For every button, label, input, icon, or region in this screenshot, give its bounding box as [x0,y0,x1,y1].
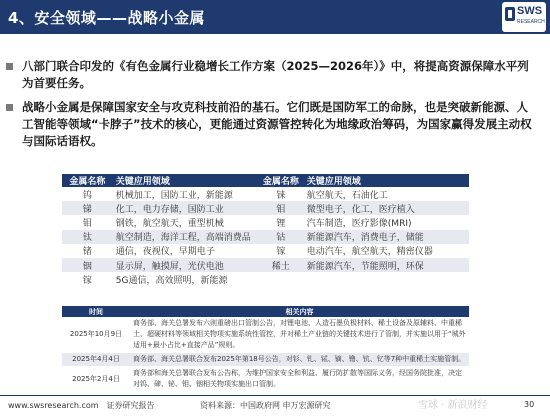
slide-title: 4、安全领域——战略小金属 [8,9,205,27]
metal-use: 新能源汽车，消费电子，储能 [304,230,469,244]
metal-name [258,272,304,286]
metal-use: 显示屏，触摸屏，光伏电池 [113,258,258,272]
metal-use: 5G通信，高效照明，新能源 [115,275,228,286]
footer-source: 资料来源：中国政府网 申万宏源研究 [200,401,331,410]
metal-use: 通信，夜视仪，早期电子 [115,247,215,258]
table-row [62,230,469,244]
metal-name: 稀土 [258,258,304,272]
table-row [62,187,469,201]
policy-header-date: 时间 [62,306,130,317]
metal-name: 钴 [258,230,304,244]
logo-sub: RESEARCH [517,19,545,25]
bullet-2 [22,99,537,150]
metal-name: 镓 [276,247,286,258]
bullet-2-text: 战略小金属是保障国家安全与攻克科技前沿的基石。它们既是国防军工的命脉，也是突破新能源、人工智能等领域“卡脖子”技术的核心，更能通过资源管控转化为地缘政治筹码，为国家赢得发展主动权与国际话语权。 [22,100,532,148]
metal-name: 钨 [82,190,92,201]
metal-use: 航空航天，石油化工 [306,190,388,201]
metal-use: 化工，电力存储，国防工业 [113,201,258,215]
metal-use: 钢铁，航空航天，重型机械 [115,218,224,229]
watermark: 雪球 · 新浪财经 [418,400,488,411]
metals-header-use-1: 关键应用领域 [113,174,258,187]
policy-content: 商务部、海关总署发布六则重磅出口管制公告，对锂电池、人造石墨负极材料、稀土设备及原辅料、中重稀土、超硬材料等领域相关物项实施系统性管控，并对稀土产业链的关键技术进行了管制，并实施以用于“城外适用+最小占比+直接产品”规则。 [130,317,469,353]
metal-name: 钼 [82,218,92,229]
table-row [62,215,469,229]
metal-name: 镓 [82,275,92,286]
bullet-1-text: 八部门联合印发的《有色金属行业稳增长工作方案（2025—2026年）》中，将提高资源保障水平列为首要任务。 [22,59,529,90]
table-row [62,317,469,353]
policy-date: 2025年4月4日 [62,353,130,367]
metal-name: 钛 [62,230,113,244]
policy-header-content: 相关内容 [130,306,469,317]
metal-name: 铼 [276,190,286,201]
policy-content: 商务部和海关总署联合发布公告称，为维护国家安全和利益、履行防扩散等国际义务，经国务院批准，决定对钨、碲、铋、钼、铟相关物项实施出口管制。 [130,367,469,392]
metal-name: 锗 [82,247,92,258]
metal-use: 电动汽车，航空航天，精密仪器 [306,247,433,258]
metal-use: 汽车制造，医疗影像(MRI) [306,218,412,229]
table-row [62,258,469,272]
bullet-1 [22,58,534,92]
sws-logo-icon [505,7,515,21]
table-row [62,367,469,392]
footer-website: www.swsresearch.com 证券研究报告 [8,401,155,410]
policy-date: 2025年2月4日 [62,367,130,392]
metal-name: 铟 [62,258,113,272]
table-row [62,201,469,215]
square-bullet-icon [6,63,13,70]
metal-use [304,272,469,286]
metals-header-use-2: 关键应用领域 [304,174,469,187]
slide-header [0,0,550,34]
table-row [62,272,469,286]
metal-use: 航空制造，海洋工程，高端消费品 [113,230,258,244]
metal-use: 新能源汽车，节能照明，环保 [304,258,469,272]
metal-use: 机械加工，国防工业，新能源 [115,190,233,201]
table-row [62,353,469,367]
policy-table [62,306,469,392]
metals-header-name-1: 金属名称 [62,174,113,187]
square-bullet-icon [6,104,13,111]
metals-header-name-2: 金属名称 [258,174,304,187]
metal-name: 钼 [258,201,304,215]
logo-brand: SWS [517,5,543,17]
metal-use: 微型电子，化工，医疗植入 [304,201,469,215]
metal-name: 锂 [276,218,286,229]
page-number: 30 [524,400,535,409]
policy-content: 商务部、海关总署联合发布2025年第18号公告，对钐、钆、铽、镝、镥、钪、钇等7种中重稀土实施管制。 [130,353,469,367]
policy-date: 2025年10月9日 [62,317,130,353]
metal-name: 锑 [62,201,113,215]
table-row [62,244,469,258]
metals-table [62,174,469,286]
sws-logo [502,2,546,32]
